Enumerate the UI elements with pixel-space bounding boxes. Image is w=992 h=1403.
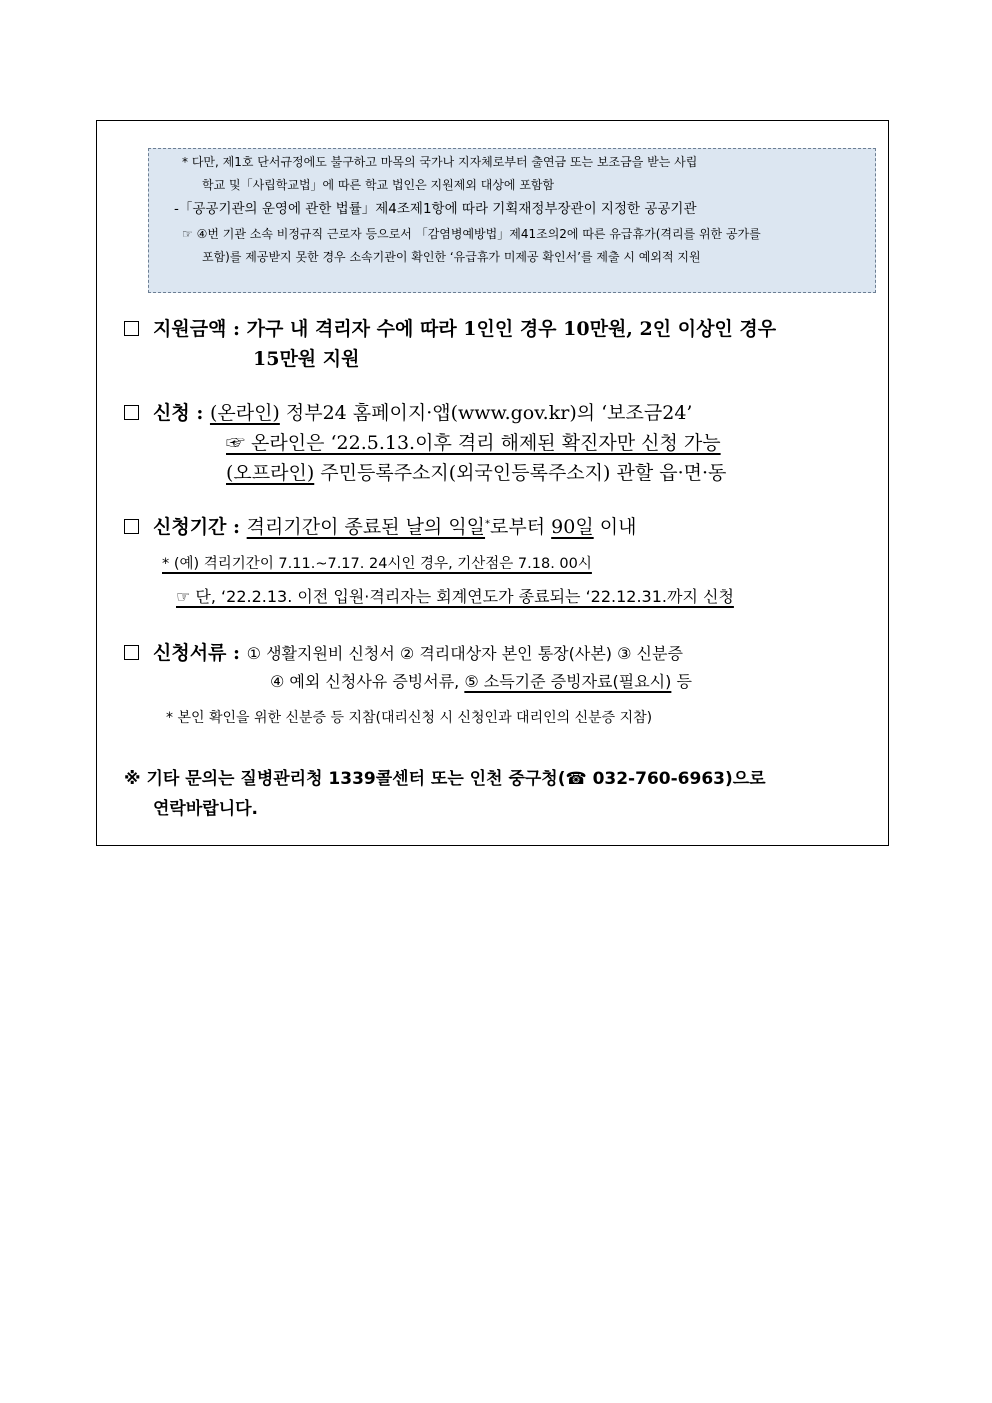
period-example: * (예) 격리기간이 7.11.~7.17. 24시인 경우, 기산점은 7.18. 00시 <box>162 556 592 572</box>
offline-text: 주민등록주소지(외국인등록주소지) 관할 읍·면·동 <box>314 462 727 484</box>
contact-line: 연락바랍니다. <box>153 799 258 819</box>
docs-line-2 <box>270 672 692 691</box>
period-label: 신청기간 : <box>153 516 247 538</box>
note-line: 학교 및「사립학교법」에 따른 학교 법인은 지원제외 대상에 포함함 <box>202 178 555 192</box>
docs-text: ① 생활지원비 신청서 ② 격리대상자 본인 통장(사본) ③ 신분증 <box>246 644 683 663</box>
docs-text: ④ 예외 신청사유 증빙서류, <box>270 672 465 691</box>
period-text: 이내 <box>593 516 637 538</box>
amount-label: 지원금액 : <box>153 318 247 340</box>
amount-line <box>124 318 776 341</box>
checkbox-square-icon <box>124 519 139 534</box>
period-text: 로부터 <box>490 516 552 538</box>
apply-label: 신청 : <box>153 402 210 424</box>
docs-income: ⑤ 소득기준 증빙자료(필요시) <box>464 672 672 691</box>
note-line: 포함)를 제공받지 못한 경우 소속기관이 확인한 ‘유급휴가 미제공 확인서’를 제출 시 예외적 지원 <box>202 250 701 264</box>
checkbox-square-icon <box>124 645 139 660</box>
offline-line <box>226 462 726 485</box>
period-line <box>124 516 636 539</box>
checkbox-square-icon <box>124 405 139 420</box>
footnote-mark: * <box>485 518 491 530</box>
amount-text: 가구 내 격리자 수에 따라 1인인 경우 10만원, 2인 이상인 경우 <box>246 318 777 340</box>
note-box <box>148 148 876 293</box>
docs-line <box>124 642 683 665</box>
apply-line <box>124 402 692 425</box>
docs-text: 등 <box>671 672 692 691</box>
offline-tag: (오프라인) <box>226 462 315 484</box>
docs-note: * 본인 확인을 위한 신분증 등 지참(대리신청 시 신청인과 대리인의 신분증 지참) <box>166 710 653 726</box>
note-line: ☞ ④번 기관 소속 비정규직 근로자 등으로서 「감염병예방법」제41조의2에 따른 유급휴가(격리를 위한 공가를 <box>182 227 761 241</box>
online-tag: (온라인) <box>209 402 280 424</box>
online-text: 정부24 홈페이지·앱(www.gov.kr)의 ‘보조금24’ <box>279 402 693 424</box>
contact-line: ※ 기타 문의는 질병관리청 1339콜센터 또는 인천 중구청(☎ 032-760-6963)으로 <box>124 769 766 789</box>
amount-text-cont: 15만원 지원 <box>253 348 360 370</box>
checkbox-square-icon <box>124 321 139 336</box>
online-note: ☞ 온라인은 ‘22.5.13.이후 격리 해제된 확진자만 신청 가능 <box>226 432 721 454</box>
note-line: * 다만, 제1호 단서규정에도 불구하고 마목의 국가나 지자체로부터 출연금 또는 보조금을 받는 사립 <box>182 155 698 169</box>
period-text: 격리기간이 종료된 날의 익일 <box>246 516 486 538</box>
docs-label: 신청서류 : <box>153 642 247 664</box>
note-line: -「공공기관의 운영에 관한 법률」제4조제1항에 따라 기획재정부장관이 지정한 공공기관 <box>174 201 697 217</box>
period-days: 90일 <box>551 516 594 538</box>
period-note: ☞ 단, ‘22.2.13. 이전 입원·격리자는 회계연도가 종료되는 ‘22.12.31.까지 신청 <box>176 587 734 606</box>
